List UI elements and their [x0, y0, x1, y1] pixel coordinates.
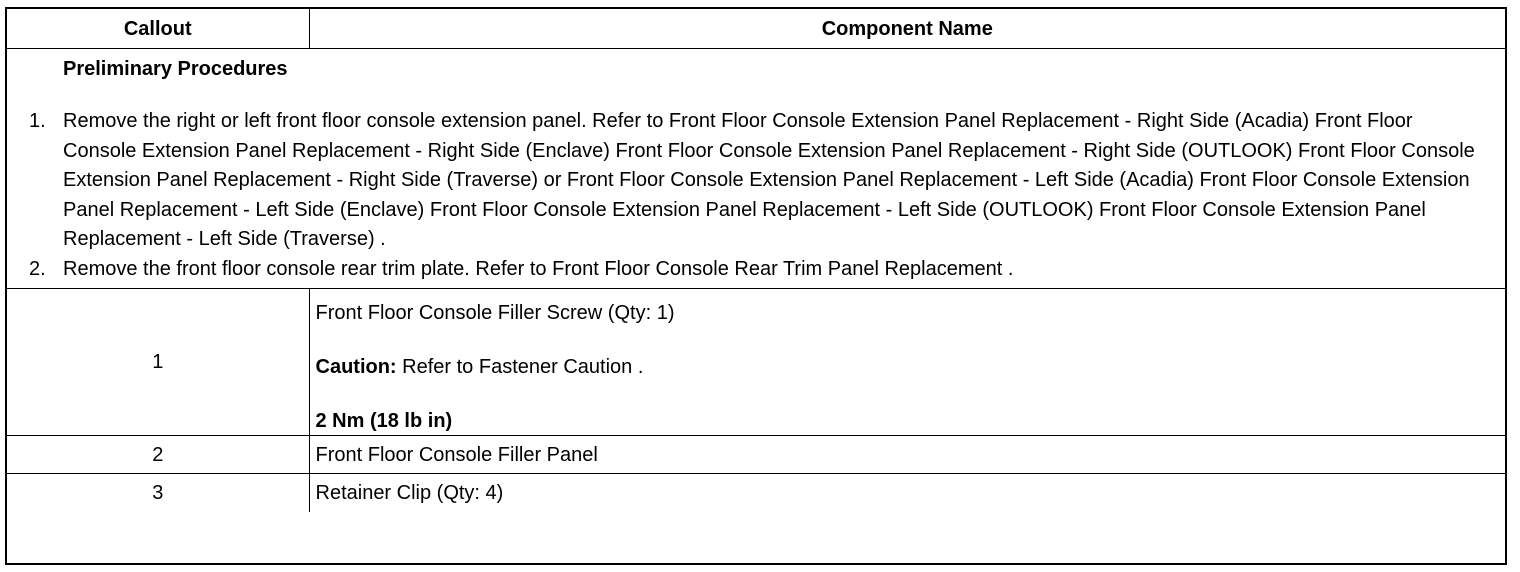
step-number: 1. [29, 110, 46, 132]
caution-text: Refer to Fastener Caution . [396, 356, 644, 378]
callout-column-header: Callout [7, 9, 309, 49]
table-header-row [7, 9, 1505, 49]
component-table-frame [5, 7, 1507, 565]
preliminary-procedures-title: Preliminary Procedures [63, 58, 288, 80]
callout-number: 1 [7, 289, 309, 436]
table-row [7, 474, 1505, 513]
table-row [7, 289, 1505, 436]
preliminary-step [29, 107, 1481, 255]
component-name: Front Floor Console Filler Panel [309, 436, 1505, 474]
caution-note [316, 355, 1500, 379]
component-name: Retainer Clip (Qty: 4) [309, 474, 1505, 513]
callout-number: 3 [7, 474, 309, 513]
component-name-cell [309, 289, 1505, 436]
preliminary-step [29, 255, 1481, 285]
callout-number: 2 [7, 436, 309, 474]
component-table [7, 9, 1505, 512]
preliminary-procedures-cell [7, 49, 1505, 289]
table-row [7, 436, 1505, 474]
step-text: Remove the front floor console rear trim plate. Refer to Front Floor Console Rear Trim Panel Replacement . [63, 257, 1014, 280]
step-number: 2. [29, 257, 46, 280]
preliminary-procedures-row [7, 49, 1505, 289]
component-name-column-header: Component Name [309, 9, 1505, 49]
caution-label: Caution: [315, 356, 397, 378]
component-name: Front Floor Console Filler Screw (Qty: 1) [315, 302, 675, 324]
torque-spec: 2 Nm (18 lb in) [315, 410, 453, 432]
step-text: Remove the right or left front floor console extension panel. Refer to Front Floor Console Extension Panel Replacement - Right Side (Acadia) Front Floor Console Extension Panel Replacement - Right Side (Enclave) Front Floor Console Extension Panel Replacement - Right Side (OUTLOOK) Front Floor Console Extension Panel Replacement - Right Side (Traverse) or Front Floor Console Extension Panel Replacement - Left Side (Acadia) Front Floor Console Extension Panel Replacement - Left Side (Enclave) Front Floor Console Extension Panel Replacement - Left Side (OUTLOOK) Front Floor Console Extension Panel Replacement - Left Side (Traverse) . [63, 110, 1475, 250]
preliminary-steps-list [29, 107, 1481, 284]
